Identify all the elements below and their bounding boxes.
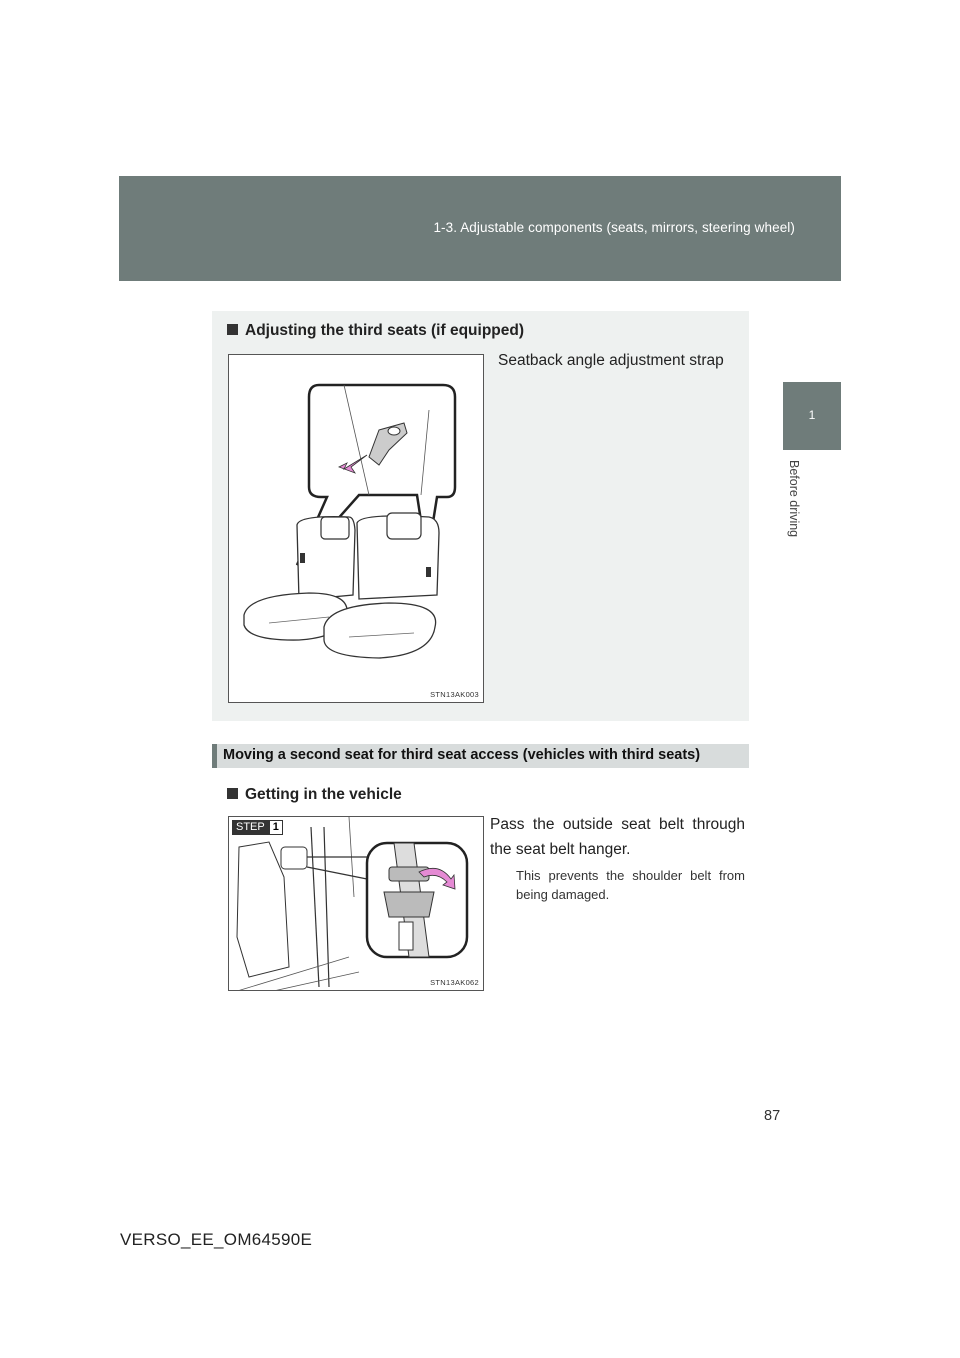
chapter-side-label	[787, 460, 801, 570]
third-seats-drawing	[229, 355, 484, 703]
square-bullet-icon	[227, 788, 238, 799]
section-title-bar	[212, 744, 749, 768]
third-seats-illustration	[228, 354, 484, 703]
header-section-title: 1-3. Adjustable components (seats, mirrors, steering wheel)	[433, 220, 795, 235]
getting-in-note: This prevents the shoulder belt from being damaged.	[516, 868, 745, 902]
chapter-number: 1	[808, 408, 816, 422]
getting-in-heading-text: Getting in the vehicle	[245, 786, 402, 803]
square-bullet-icon	[227, 324, 238, 335]
third-seats-description: Seatback angle adjustment strap	[498, 352, 724, 369]
step-badge	[232, 820, 283, 835]
document-code: VERSO_EE_OM64590E	[120, 1230, 313, 1249]
seat-belt-drawing	[229, 817, 484, 991]
chapter-label: Before driving	[787, 460, 801, 538]
getting-in-heading	[227, 786, 402, 804]
seat-belt-hanger-illustration	[228, 816, 484, 991]
third-seats-heading	[227, 322, 524, 340]
third-seats-figure-code: STN13AK003	[430, 690, 479, 699]
getting-in-instruction: Pass the outside seat belt through the seat belt hanger.	[490, 816, 745, 858]
page-number: 87	[764, 1108, 781, 1124]
section-title: Moving a second seat for third seat access (vehicles with third seats)	[223, 747, 701, 763]
step-label: STEP	[232, 820, 269, 835]
seat-belt-figure-code: STN13AK062	[430, 978, 479, 987]
step-number: 1	[269, 820, 283, 835]
page-header	[119, 176, 841, 281]
third-seats-heading-text: Adjusting the third seats (if equipped)	[245, 322, 524, 339]
chapter-tab	[783, 382, 841, 450]
